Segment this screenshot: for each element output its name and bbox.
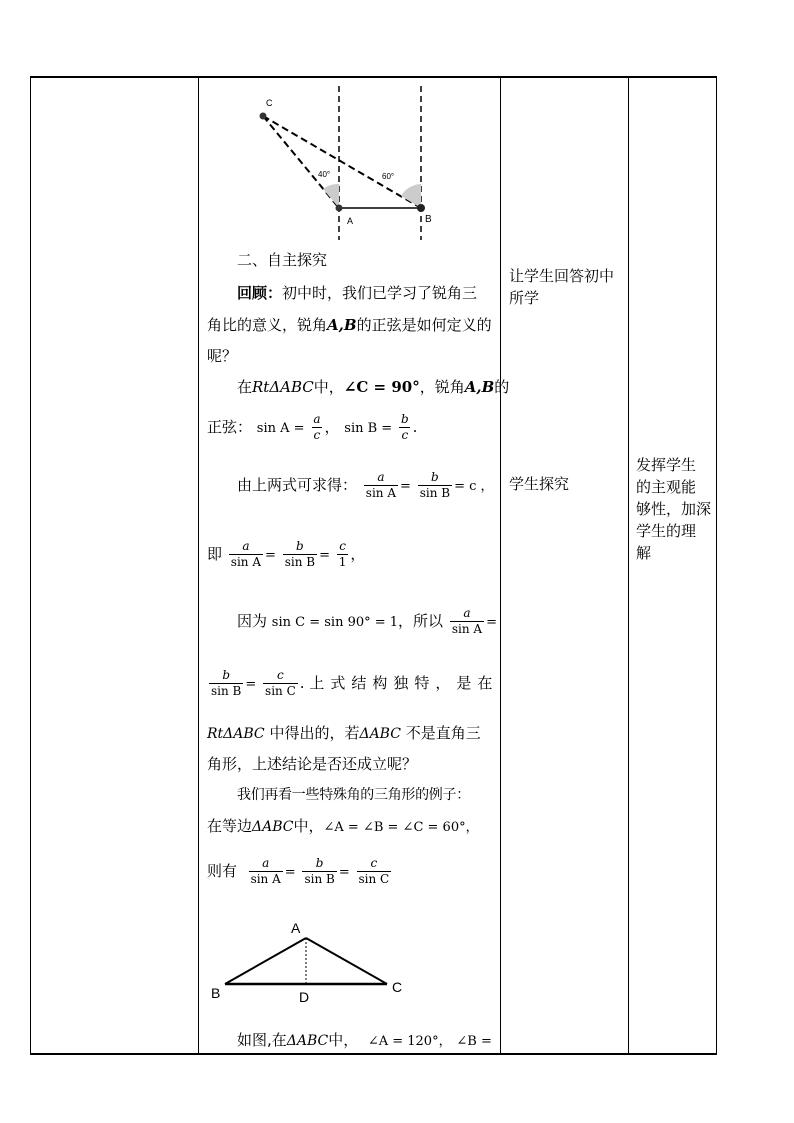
rt-definition — [237, 375, 509, 399]
content-column — [199, 78, 510, 1053]
numerator: a — [313, 412, 321, 426]
review-line-3: 呢？ — [207, 347, 238, 365]
denominator: sin C — [358, 872, 390, 886]
numerator: b — [431, 470, 439, 484]
then-line: 则有 $\frac{a}{\text{sin A}}$ = $\frac{b}{\text{sin B}}$ = $\frac{c}{\text{sin C}}$ — [207, 856, 390, 886]
text: 中， — [313, 378, 344, 396]
fraction — [337, 539, 349, 570]
denominator: sin A — [451, 622, 483, 636]
math-triangle: ΔABC — [359, 726, 401, 742]
text: 中得出的，若 — [269, 724, 360, 742]
fraction — [263, 668, 298, 699]
intent-line: 学生的理 — [636, 522, 697, 540]
text: 中， — [293, 817, 324, 835]
because-line: 因为 sin C = sin 90° = 1，所以 $\frac{a}{\text{sin A}}$ = — [237, 606, 497, 636]
text: 在 — [237, 378, 253, 396]
denominator: sin A — [365, 486, 397, 500]
numerator: b — [400, 412, 409, 426]
angle-40-label: 40° — [318, 170, 331, 179]
text: 由上两式可求得： — [237, 476, 358, 494]
numerator: a — [377, 470, 385, 484]
design-intent — [636, 454, 716, 564]
numerator: b — [222, 668, 231, 682]
fraction — [249, 856, 283, 887]
denominator: c — [313, 428, 321, 442]
numerator: b — [315, 856, 324, 870]
unique-structure-line: $\frac{b}{\text{sin B}}$ = $\frac{c}{\text{sin C}}$ . 上式结构独特，是在 — [211, 668, 499, 698]
text: ，所以 — [398, 612, 444, 630]
denominator: sin A — [230, 555, 262, 569]
point-c-label: C — [266, 98, 273, 108]
math-triangle: RtΔABC — [252, 378, 314, 396]
fraction — [450, 606, 484, 637]
teacher-note-1 — [509, 265, 614, 309]
fraction — [357, 856, 392, 887]
denominator: sin B — [211, 684, 242, 698]
point-b-label: B — [425, 214, 432, 225]
text: 上式结构独特，是在 — [309, 674, 499, 692]
math-triangle: RtΔABC — [207, 726, 265, 742]
column-divider — [628, 78, 629, 1053]
text: 如图,在 — [237, 1031, 287, 1049]
note-line: 所学 — [509, 289, 540, 307]
denominator: sin C — [265, 684, 296, 698]
vertex-c-label: C — [392, 979, 403, 995]
vertex-a-label: A — [291, 920, 301, 936]
math-angle: ∠C = 90° — [343, 378, 420, 396]
numerator: c — [370, 856, 378, 870]
math-vars: A,B — [327, 316, 357, 334]
special-example-line: 我们再看一些特殊角的三角形的例子： — [237, 787, 470, 803]
vertex-b-label: B — [211, 985, 221, 1001]
denominator: sin B — [419, 486, 451, 500]
observation-figure — [249, 84, 469, 240]
denominator: sin B — [284, 555, 316, 569]
math-vars: A,B — [464, 378, 495, 396]
math-eq-c: = c ， — [454, 479, 494, 494]
numerator: b — [296, 539, 304, 553]
fraction — [302, 856, 336, 887]
fraction — [364, 470, 398, 501]
intent-line: 够性，加深 — [636, 500, 712, 518]
section-title: 二、自主探究 — [237, 251, 328, 269]
note-line: 让学生回答初中 — [509, 267, 615, 285]
numerator: c — [339, 539, 346, 553]
review-line-2 — [207, 313, 492, 337]
derivation: 由上两式可求得： $\frac{a}{\text{sin A}}$ = $\frac{b}{\text{sin B}}$ = c ， — [237, 470, 494, 500]
denominator: sin A — [250, 872, 281, 886]
text: 则有 — [207, 862, 238, 880]
fraction — [418, 470, 452, 501]
review-text: 角比的意义，锐角 — [207, 316, 328, 334]
denominator: 1 — [338, 555, 347, 569]
review-text: 初中时，我们已学习了锐角三 — [282, 284, 478, 302]
text: 正弦： — [207, 418, 253, 436]
review-label: 回顾： — [237, 284, 283, 302]
text: 中， — [328, 1031, 359, 1049]
numerator: a — [463, 606, 471, 620]
text: 因为 — [237, 612, 268, 630]
last-line — [237, 1028, 492, 1054]
numerator: a — [262, 856, 270, 870]
fraction — [283, 539, 317, 570]
lesson-table — [30, 76, 717, 1055]
text: ，锐角 — [419, 378, 465, 396]
review-line-1 — [237, 281, 477, 305]
math-sin-b: sin B = — [344, 421, 393, 436]
intent-line: 解 — [636, 544, 652, 562]
denominator: sin B — [304, 872, 335, 886]
fraction — [229, 539, 263, 570]
denominator: c — [401, 428, 409, 442]
math-triangle: ΔABC — [252, 819, 294, 835]
math-angles: ∠A = ∠B = ∠C = 60°， — [323, 820, 479, 835]
math-sin-a: sin A = — [256, 421, 305, 436]
fraction — [399, 412, 411, 443]
point-d-label: D — [299, 989, 310, 1005]
text: 的 — [494, 378, 510, 396]
math-triangle: ΔABC — [286, 1033, 329, 1049]
question-line: 角形，上述结论是否还成立呢？ — [207, 755, 418, 773]
text: 即 — [207, 545, 223, 563]
review-text: 的正弦是如何定义的 — [356, 316, 492, 334]
rt-derived-line — [207, 721, 481, 746]
angle-60-label: 60° — [382, 172, 395, 181]
sine-definitions: 正弦： sin A = $\frac{a}{c}$ ， sin B = $\frac{b}{c}$ . — [207, 412, 418, 442]
numerator: a — [242, 539, 250, 553]
teacher-note-2: 学生探究 — [509, 475, 570, 493]
equilateral-line — [207, 814, 479, 840]
fraction — [311, 412, 322, 443]
triangle-figure — [209, 918, 409, 1008]
math-angle-b: ∠B = — [456, 1034, 492, 1049]
intent-line: 的主观能 — [636, 478, 697, 496]
math-angle-a: ∠A = 120°， — [367, 1034, 452, 1049]
math-sin-c: sin C = sin 90° = 1 — [271, 615, 399, 630]
ratio-equation: 即 $\frac{a}{\text{sin A}}$ = $\frac{b}{\text{sin B}}$ = $\frac{c}{1}$ ， — [207, 539, 366, 569]
intent-line: 发挥学生 — [636, 456, 697, 474]
numerator: c — [277, 668, 284, 682]
text: ， — [350, 545, 366, 563]
text: 在等边 — [207, 817, 253, 835]
text: 不是直角三 — [405, 724, 481, 742]
point-a-label: A — [347, 216, 354, 226]
fraction — [209, 668, 243, 699]
